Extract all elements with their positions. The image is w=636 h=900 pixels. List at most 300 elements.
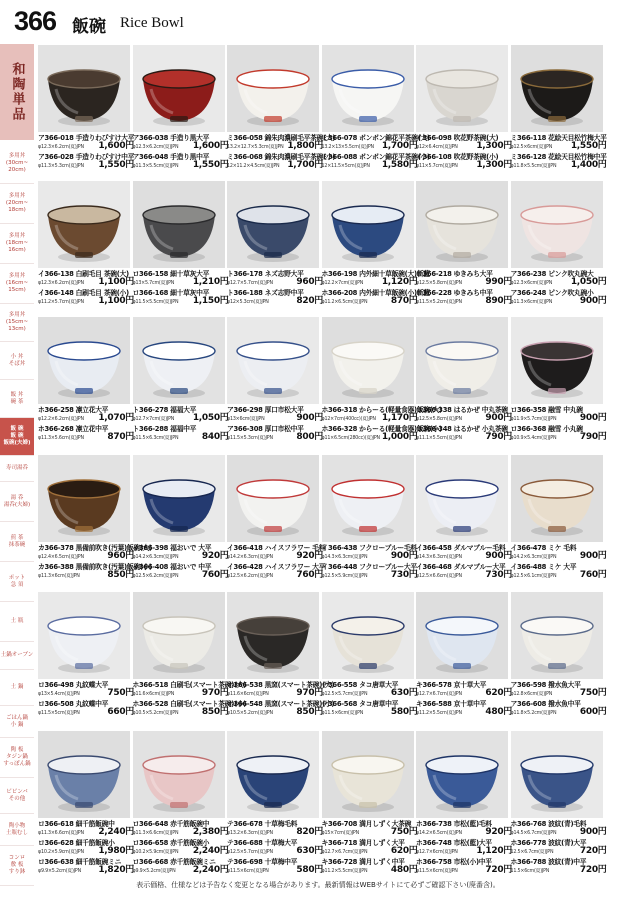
product-name: ホ366-318 からーる(軽量食器)飯碗(大) [321, 406, 442, 414]
product-name: ア366-048 手造り黒中平 [132, 153, 210, 161]
product-card [321, 45, 430, 182]
product-name: ミ366-088 ボンボン錦花平茶碗(小) [321, 153, 430, 161]
sidebar-item[interactable]: ポット 急 須 [0, 562, 34, 602]
product-entry [38, 425, 134, 443]
bowl-image [416, 455, 508, 542]
product-spec: φ12.7×5.7cm(夏)JPN [227, 281, 273, 286]
product-name: ア366-308 厚口市松中平 [227, 425, 304, 433]
product-name: ホ366-258 凛立花大平 [38, 406, 109, 414]
product-price: 1,000円 [381, 432, 418, 442]
product-spec: φ11.1×5.5cm(夏)JPN [416, 436, 462, 441]
product-price: 750円 [579, 688, 607, 698]
product-entry [227, 858, 323, 876]
product-price: 990円 [485, 277, 512, 287]
product-name: ロ366-638 細千筋飯碗ミニ [38, 858, 122, 866]
sidebar-item[interactable]: 飯 丼 碗 茶 [0, 380, 34, 418]
bowl-image [322, 731, 414, 818]
product-captions [38, 819, 134, 876]
product-name: イ366-448 フクロープルー大平 [321, 563, 417, 571]
sidebar-item[interactable]: コンロ 敷 板 すり鉢 [0, 846, 34, 886]
sidebar-item[interactable]: 陶 板 タジン鍋 すっぽん鍋 [0, 738, 34, 778]
product-price: 970円 [201, 688, 229, 698]
product-name: イ366-098 吹花野茶碗(大) [416, 134, 499, 142]
bowl-image [133, 731, 225, 818]
product-name: ア366-598 撥水魚大平 [510, 681, 581, 689]
bowl-photo [38, 317, 130, 404]
bowl-photo [511, 181, 603, 268]
product-name: ロ366-218 ゆきみち大平 [416, 270, 493, 278]
product-entry [133, 425, 229, 443]
bowl-image [416, 592, 508, 679]
bowl-image [416, 731, 508, 818]
product-name: イ366-108 吹花野茶碗(小) [416, 153, 499, 161]
product-name: ミ366-128 花絵天目松竹梅中平 [510, 153, 607, 161]
product-spec: φ10.2×5.9cm(夏)JPN [132, 850, 179, 855]
product-name: ホ366-198 内外細十草飯碗(大)斬藍 [321, 270, 430, 278]
product-entry [511, 563, 607, 581]
product-name: ミ366-118 花絵天目松竹梅大平 [510, 134, 607, 142]
product-entry [416, 406, 512, 424]
bowl-image [511, 317, 603, 404]
product-captions [133, 269, 229, 307]
bowl-photo [38, 731, 130, 818]
product-spec: φ13×6cm(夏)JPN [227, 417, 265, 422]
product-price: 1,120円 [381, 277, 418, 287]
product-entry [227, 544, 326, 562]
product-entry [322, 544, 418, 562]
product-spec: φ13×5.7cm(夏)JPN [132, 281, 175, 286]
product-name: イ366-408 福おいで 中平 [132, 563, 212, 571]
sidebar-item[interactable]: 多用丼 (20cm~ 18cm) [0, 184, 34, 224]
product-card [38, 317, 134, 454]
sidebar-item[interactable]: 煎 茶 抹茶碗 [0, 522, 34, 562]
product-spec: φ11.3×6cm(夏)JPN [38, 574, 80, 579]
product-name: ア366-298 厚口市松大平 [227, 406, 304, 414]
product-entry [416, 820, 512, 838]
bowl-image [38, 45, 130, 132]
product-captions [416, 680, 512, 718]
product-entry [133, 858, 229, 876]
bowl-photo [322, 731, 414, 818]
product-name: イ366-428 ハイスフラワー 大平 [227, 563, 326, 571]
bowl-image [133, 181, 225, 268]
product-card [227, 592, 335, 729]
bowl-image [322, 181, 414, 268]
product-price: 620円 [390, 846, 418, 856]
product-price: 1,800円 [287, 141, 323, 151]
product-spec: φ11.2×5.5cm(夏)JPN [321, 869, 368, 874]
page-title-jp: 飯碗 [72, 17, 106, 37]
product-spec: φ12.3×6.2cm(夏)JPN [38, 145, 84, 150]
bowl-image [416, 181, 508, 268]
product-spec: φ12.7×7cm(夏)JPN [132, 417, 175, 422]
bowl-image [227, 181, 319, 268]
product-entry [133, 406, 229, 424]
product-name: イ366-398 福おいで 大平 [132, 544, 212, 552]
product-price: 1,600円 [98, 141, 134, 151]
product-entry [38, 406, 134, 424]
product-entry [38, 134, 134, 152]
product-price: 920円 [296, 551, 323, 561]
bowl-photo [511, 592, 603, 679]
product-spec: φ11.2×5.7cm(夏)JPN [38, 300, 84, 305]
product-captions [38, 269, 134, 307]
product-spec: φ14.2×6.3cm(夏)JPN [227, 555, 273, 560]
product-entry [322, 820, 418, 838]
product-entry [227, 134, 336, 152]
product-captions [133, 133, 229, 171]
product-entry [227, 153, 336, 171]
product-spec: 12.5×6.7cm(夏)JPN [510, 850, 554, 855]
product-card [510, 592, 607, 729]
product-captions [416, 133, 512, 171]
product-name: ロ366-648 赤千筋飯碗中 [132, 820, 210, 828]
bowl-photo [322, 455, 414, 542]
bowl-image [227, 592, 319, 679]
sidebar-item[interactable]: ごはん鍋 小 鍋 [0, 706, 34, 738]
product-spec: φ12.7×6cm(夏)JPN [416, 850, 458, 855]
product-name: ホ366-738 市松(藍)毛料 [416, 820, 492, 828]
product-price: 620円 [485, 688, 512, 698]
bowl-image [38, 731, 130, 818]
product-name: ロ366-368 融雪 小丸碗 [510, 425, 583, 433]
product-name: テ366-698 十草梅中平 [227, 858, 298, 866]
product-entry [38, 289, 134, 307]
page-title-en: Rice Bowl [120, 15, 184, 31]
product-entry [322, 858, 418, 876]
product-name: ホ366-208 内外細十草飯碗(小)斬藍 [321, 289, 430, 297]
product-price: 1,150円 [192, 296, 229, 306]
product-name: イ366-458 ダルマブルー毛料 [416, 544, 506, 552]
bowl-image [227, 45, 319, 132]
product-captions [227, 819, 323, 876]
product-name: ロ366-618 細千筋飯碗中 [38, 820, 115, 828]
product-price: 1,550円 [98, 160, 134, 170]
product-name: ホ366-788 波紋(青)中平 [510, 858, 587, 866]
page-header [0, 0, 636, 42]
product-entry [322, 563, 418, 581]
sidebar-item[interactable]: 多用丼 (18cm~ 16cm) [0, 224, 34, 264]
product-price: 730円 [390, 570, 418, 580]
product-name: イ366-438 フクロープルー毛料 [321, 544, 417, 552]
product-captions [38, 405, 134, 443]
product-price: 1,050円 [570, 277, 607, 287]
product-price: 870円 [107, 432, 134, 442]
product-entry [227, 700, 335, 718]
product-entry [227, 406, 323, 424]
product-spec: φ12.5×6cm(夏)JPN [510, 145, 553, 150]
product-price: 580円 [390, 707, 418, 717]
product-price: 1,050円 [192, 413, 229, 423]
sidebar-item[interactable]: 土 瓶 [0, 602, 34, 642]
product-price: 660円 [107, 707, 134, 717]
product-price: 720円 [485, 865, 512, 875]
product-spec: 13.2×12.7×5.3cm(夏)JPN [227, 145, 284, 150]
product-spec: φ11.3×6.6cm(夏)JPN [38, 831, 84, 836]
product-spec: 12×11.2×4.5cm(夏)JPN [227, 164, 280, 169]
product-entry [416, 153, 512, 171]
product-spec: φ12×7cm(400cc)(夏)JPN [321, 417, 376, 422]
product-price: 1,120円 [476, 846, 512, 856]
product-card [321, 592, 418, 729]
product-price: 760円 [296, 570, 323, 580]
product-price: 900円 [390, 551, 418, 561]
product-spec: φ9.9×5.2cm(夏)JPN [132, 869, 176, 874]
product-spec: φ11.5×6.3cm(夏)JPN [132, 436, 179, 441]
product-captions [322, 819, 418, 876]
product-entry [416, 270, 512, 288]
product-price: 720円 [579, 865, 607, 875]
bowl-image [38, 181, 130, 268]
product-price: 720円 [579, 846, 607, 856]
product-spec: φ12.5×6.1cm(夏)JPN [510, 574, 557, 579]
bowl-image [511, 731, 603, 818]
product-entry [321, 153, 430, 171]
product-entry [133, 563, 229, 581]
product-spec: φ12.2×6.2cm(夏)JPN [38, 417, 84, 422]
product-price: 790円 [485, 432, 512, 442]
product-entry [38, 820, 134, 838]
product-price: 760円 [201, 570, 229, 580]
product-name: ア366-248 ピンク吹丸碗小 [510, 289, 594, 297]
product-captions [227, 405, 323, 443]
product-price: 900円 [579, 827, 607, 837]
bowl-image [511, 455, 603, 542]
product-name: ホ366-328 からーる(軽量食器)飯碗(小) [321, 425, 442, 433]
product-spec: φ11.2×6.5cm(夏)JPN [321, 300, 368, 305]
product-name: ロ366-358 融雪 中丸碗 [510, 406, 583, 414]
bowl-photo [38, 181, 130, 268]
product-captions [227, 133, 336, 171]
product-price: 900円 [296, 413, 323, 423]
product-name: ア366-608 撥水魚中平 [510, 700, 581, 708]
product-entry [511, 270, 607, 288]
product-card [38, 181, 134, 318]
product-name: イ366-138 白刷毛目 茶碗(大) [38, 270, 129, 278]
product-entry [511, 681, 607, 699]
product-name: ロ366-228 ゆきみち中平 [416, 289, 493, 297]
product-entry [321, 289, 430, 307]
bowl-image [322, 45, 414, 132]
product-card [132, 731, 229, 875]
product-entry [511, 858, 607, 876]
product-entry [227, 270, 323, 288]
product-name: ロ366-168 細十草灰中平 [132, 289, 210, 297]
product-card [227, 455, 326, 592]
product-entry [227, 839, 323, 857]
product-card [227, 181, 323, 318]
product-name: イ366-468 ダルマブルー大平 [416, 563, 506, 571]
product-card [38, 731, 134, 875]
sidebar-item[interactable]: 飯 碗 飯 碗 飯碗(夫婦) [0, 418, 34, 456]
product-name: イ366-488 ミケ 大平 [510, 563, 577, 571]
product-price: 1,400円 [570, 160, 607, 170]
footer-note: 表示価格、仕様などは予告なく変更となる場合があります。最新情報はWEBサイトにて必ずご確認下さい(廃番含)。 [136, 881, 500, 889]
product-captions [321, 269, 430, 307]
product-price: 1,100円 [98, 277, 134, 287]
sidebar-item[interactable]: 寿司湯呑 [0, 456, 34, 482]
product-card [132, 592, 247, 729]
product-name: ア366-028 手造りわびすけ中平 [38, 153, 135, 161]
product-name: イ366-478 ミケ 毛料 [510, 544, 577, 552]
product-entry [416, 425, 512, 443]
product-captions [38, 680, 134, 718]
product-entry [416, 563, 512, 581]
product-spec: φ11.5×6cm(夏)JPN [416, 869, 458, 874]
product-entry [133, 820, 229, 838]
product-name: ト366-178 ネズ志野大平 [227, 270, 304, 278]
product-card [416, 731, 512, 875]
sidebar-item[interactable]: 多用丼 (15cm~ 13cm) [0, 304, 34, 342]
product-spec: φ12.5×5.8cm(夏)JPN [416, 417, 462, 422]
product-spec: φ14.3×6.3cm(夏)JPN [416, 555, 462, 560]
product-card [510, 317, 607, 454]
product-entry [416, 134, 512, 152]
bowl-image [322, 317, 414, 404]
product-spec: φ11.9×5.7cm(夏)JPN [510, 417, 557, 422]
product-captions [416, 405, 512, 443]
product-card [227, 731, 323, 875]
product-card [510, 731, 607, 875]
bowl-photo [133, 731, 225, 818]
product-spec: φ10.5×5.2cm(夏)JPN [132, 711, 179, 716]
product-captions [133, 543, 229, 581]
product-name: ホ366-778 波紋(青)大平 [510, 839, 587, 847]
product-entry [133, 289, 229, 307]
sidebar-item[interactable]: 多用丼 (30cm~ 20cm) [0, 144, 34, 184]
sidebar-item[interactable]: 小 丼 そば丼 [0, 342, 34, 380]
bowl-photo [227, 592, 319, 679]
product-name: テ366-688 十草梅大平 [227, 839, 298, 847]
product-price: 1,700円 [287, 160, 323, 170]
product-price: 1,070円 [98, 413, 134, 423]
product-price: 960円 [107, 551, 134, 561]
product-name: キ366-588 京十草中平 [416, 700, 487, 708]
product-entry [322, 839, 418, 857]
product-price: 900円 [579, 296, 607, 306]
product-name: ホ366-518 白刷毛(スマート茶碗)(大) [132, 681, 247, 689]
product-spec: φ11×6.5cm(280cc)(夏)JPN [321, 436, 380, 441]
sidebar-item[interactable]: 土鍋オーブン [0, 642, 34, 670]
bowl-image [133, 592, 225, 679]
product-captions [322, 543, 418, 581]
bowl-image [416, 317, 508, 404]
product-spec: φ15×7cm(夏)JPN [321, 831, 359, 836]
product-name: ロ366-628 細千筋飯碗小 [38, 839, 115, 847]
product-card [132, 317, 229, 454]
product-name: ホ366-758 市松(小)中平 [416, 858, 492, 866]
product-spec: 11.5×6cm(夏)JPN [510, 869, 550, 874]
product-name: ホ366-538 黒窯(スマート茶碗)(大) [227, 681, 335, 689]
product-name: イ366-418 ハイスフラワー 毛料 [227, 544, 326, 552]
product-entry [511, 425, 607, 443]
sidebar-item[interactable]: ビビンバ その他 [0, 778, 34, 814]
product-price: 960円 [296, 277, 323, 287]
product-card [416, 455, 512, 592]
product-entry [38, 700, 134, 718]
product-card [227, 317, 323, 454]
product-price: 900円 [579, 551, 607, 561]
bowl-image [416, 45, 508, 132]
bowl-photo [416, 45, 508, 132]
product-entry [132, 700, 247, 718]
product-card [321, 455, 418, 592]
product-entry [133, 270, 229, 288]
product-name: ホ366-748 市松(藍)大平 [416, 839, 492, 847]
product-spec: φ11.5×6cm(夏)JPN [227, 869, 269, 874]
product-price: 850円 [201, 707, 229, 717]
product-entry [38, 839, 134, 857]
product-entry [227, 425, 323, 443]
product-spec: φ12.7×6.7cm(夏)JPN [321, 850, 368, 855]
bowl-photo [322, 592, 414, 679]
bowl-image [322, 455, 414, 542]
product-card [416, 181, 512, 318]
sidebar-item[interactable]: 多用丼 (16cm~ 15cm) [0, 264, 34, 304]
product-entry [416, 289, 512, 307]
product-entry [511, 289, 607, 307]
product-entry [38, 544, 152, 562]
product-price: 1,820円 [98, 865, 134, 875]
bowl-photo [133, 455, 225, 542]
product-captions [511, 405, 607, 443]
product-spec: φ14.2×6.5cm(夏)JPN [416, 831, 462, 836]
product-price: 2,240円 [192, 865, 229, 875]
product-spec: φ11.8×5.5cm(夏)JPN [510, 164, 557, 169]
bowl-photo [416, 181, 508, 268]
product-price: 900円 [485, 413, 512, 423]
product-captions [132, 680, 247, 718]
product-entry [38, 153, 134, 171]
product-spec: φ12.3×6.2cm(夏)JPN [38, 281, 84, 286]
product-card [132, 455, 229, 592]
bowl-image [227, 455, 319, 542]
product-price: 870円 [390, 296, 418, 306]
product-name: ミ366-058 錦朱肉濃刷毛平茶碗(大) [227, 134, 336, 142]
product-spec: φ12.3×6.2cm(夏)JPN [132, 145, 179, 150]
product-entry [38, 858, 134, 876]
product-card [132, 181, 229, 318]
bowl-photo [322, 181, 414, 268]
product-entry [511, 134, 607, 152]
product-captions [38, 543, 152, 581]
sidebar-item[interactable]: 陶小物 土瓶むし [0, 814, 34, 846]
product-price: 970円 [296, 688, 323, 698]
product-price: 480円 [485, 707, 512, 717]
product-name: ミ366-068 錦朱肉濃刷毛平茶碗(小) [227, 153, 336, 161]
product-card [132, 45, 229, 182]
sidebar-item[interactable]: 湯 呑 湯呑(夫婦) [0, 482, 34, 522]
bowl-photo [227, 455, 319, 542]
product-captions [227, 680, 335, 718]
product-captions [511, 819, 607, 876]
bowl-image [511, 45, 603, 132]
product-spec: φ14.3×6.3cm(夏)JPN [321, 555, 368, 560]
bowl-photo [511, 45, 603, 132]
product-spec: φ12.5×6.2cm(夏)JPN [132, 574, 179, 579]
product-price: 630円 [390, 688, 418, 698]
bowl-photo [227, 181, 319, 268]
product-name: ト366-288 福福中平 [132, 425, 197, 433]
product-entry [511, 544, 607, 562]
product-name: カ366-388 黒備前吹き(汚葉)飯碗(小) [38, 563, 152, 571]
product-price: 1,600円 [192, 141, 229, 151]
product-name: ミ366-078 ボンボン錦花平茶碗(大) [321, 134, 430, 142]
product-name: ホ366-768 波紋(青)毛料 [510, 820, 587, 828]
product-spec: φ11.5×6cm(夏)JPN [321, 711, 364, 716]
product-price: 750円 [107, 688, 134, 698]
sidebar-item[interactable]: 土 鍋 [0, 670, 34, 706]
